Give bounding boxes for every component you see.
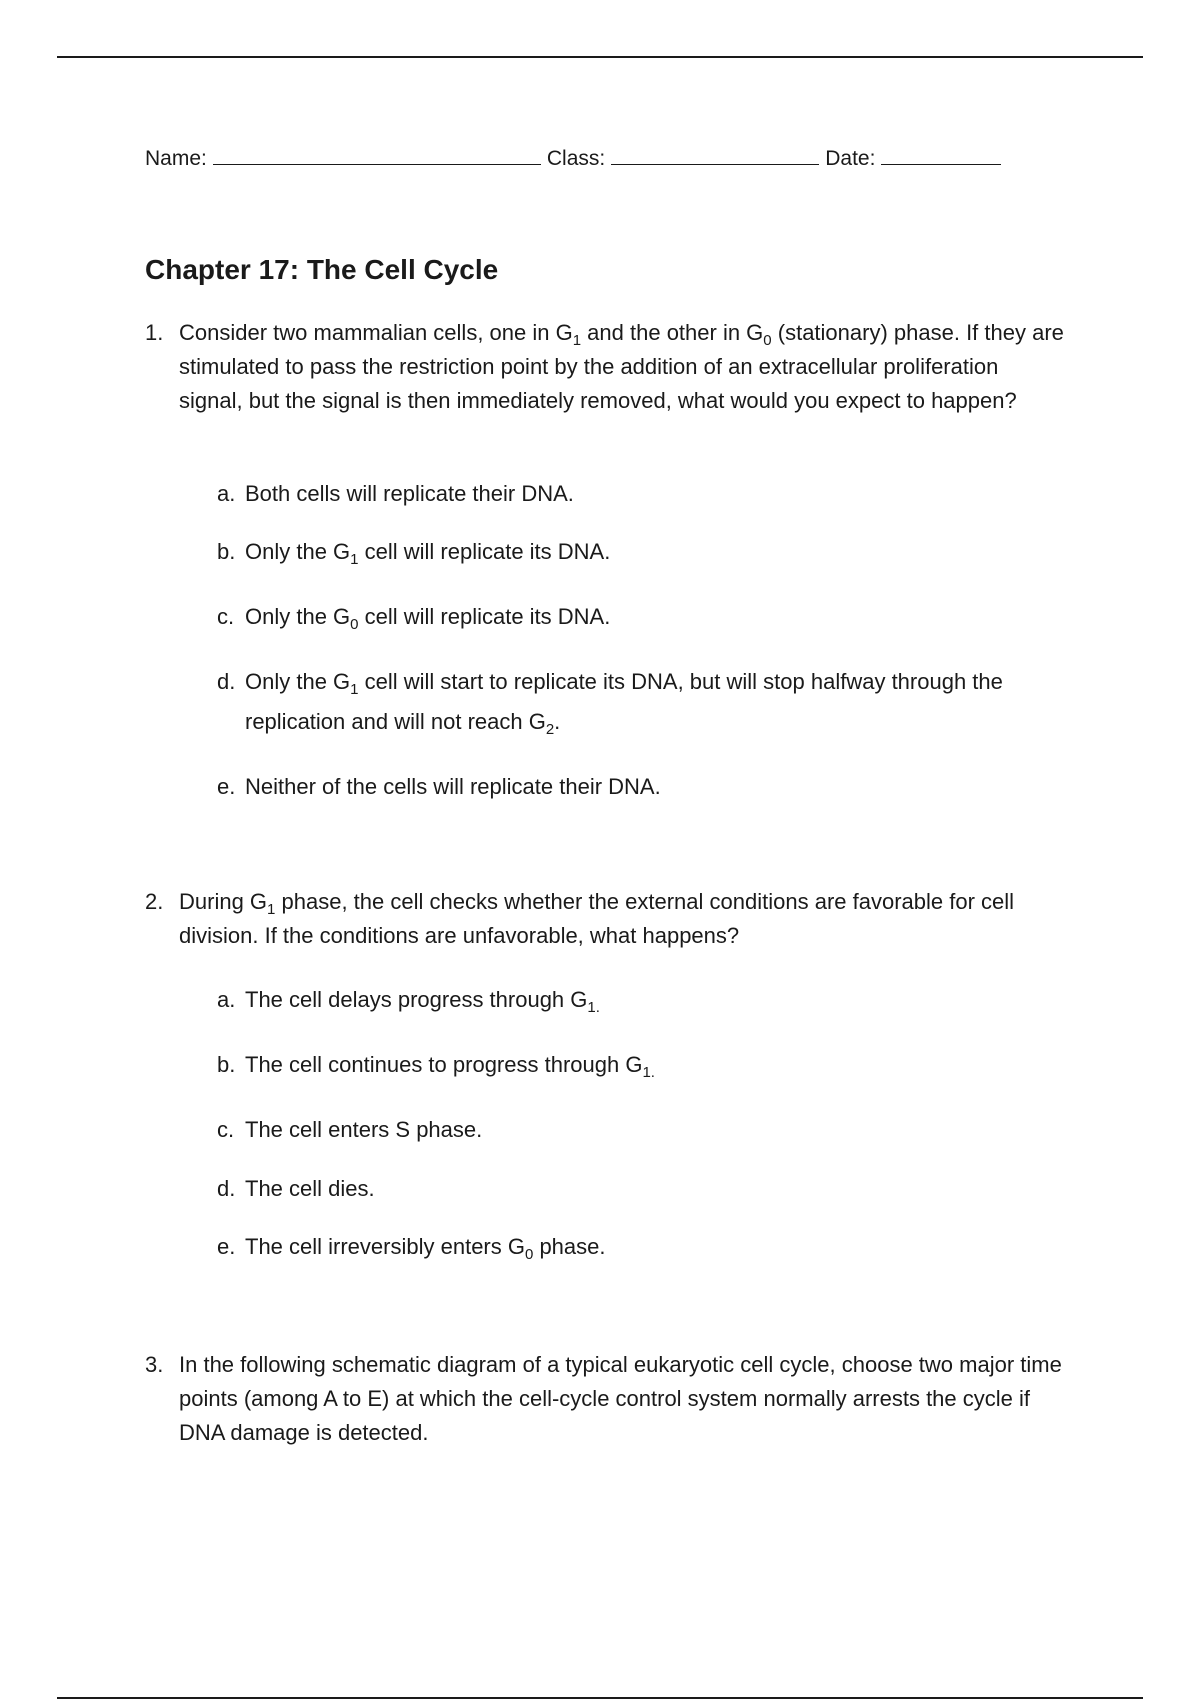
option-text: Both cells will replicate their DNA. <box>245 481 574 506</box>
option-1c[interactable] <box>217 597 1077 637</box>
option-text: Only the $G_1$ cell will start to replicate its DNA, but will stop halfway through the replication and will not reach $G_2$. <box>245 669 1003 738</box>
question-3 <box>145 1348 1065 1450</box>
bottom-rule <box>57 1697 1143 1699</box>
option-2a[interactable] <box>217 980 1077 1020</box>
top-rule <box>57 56 1143 58</box>
option-text: The cell continues to progress through $G_{1.}$ <box>245 1052 655 1081</box>
option-letter: c. <box>217 1117 235 1142</box>
option-text: The cell irreversibly enters $G_0$ phase. <box>245 1234 606 1263</box>
class-label: Class: <box>546 147 606 170</box>
question-number: 2. <box>145 889 164 914</box>
name-blank[interactable] <box>213 146 541 165</box>
option-letter: a. <box>217 481 236 506</box>
question-1 <box>145 316 1065 418</box>
date-blank[interactable] <box>881 146 1001 165</box>
question-stem: In the following schematic diagram of a typical eukaryotic cell cycle, choose two major time points (among A to E) at which the cell-cycle control system normally arrests the cycle if DNA damage is detected. <box>179 1352 1062 1445</box>
option-text: Neither of the cells will replicate their DNA. <box>245 774 661 799</box>
date-label: Date: <box>825 147 876 170</box>
option-letter: d. <box>217 1176 236 1201</box>
option-2e[interactable] <box>217 1227 1077 1267</box>
option-2b[interactable] <box>217 1045 1077 1085</box>
option-letter: e. <box>217 774 236 799</box>
option-2c[interactable] <box>217 1110 1077 1150</box>
option-letter: a. <box>217 987 236 1012</box>
option-1b[interactable] <box>217 532 1077 572</box>
option-letter: b. <box>217 539 236 564</box>
question-2 <box>145 885 1065 953</box>
option-letter: d. <box>217 669 236 694</box>
option-1e[interactable] <box>217 767 1077 807</box>
question-stem: Consider two mammalian cells, one in $G_1$ and the other in $G_0$ (stationary) phase. If they are stimulated to pass the restriction point by the addition of an extracellular proliferation signal, but the signal is then immediately removed, what would you expect to happen? <box>179 320 1064 413</box>
student-info-line <box>145 146 1007 171</box>
option-text: The cell enters S phase. <box>245 1117 483 1142</box>
question-number: 3. <box>145 1352 164 1377</box>
name-label: Name: <box>145 147 207 170</box>
option-1d[interactable] <box>217 662 1077 742</box>
option-text: The cell dies. <box>245 1176 375 1201</box>
chapter-title: Chapter 17: The Cell Cycle <box>145 254 499 285</box>
option-letter: e. <box>217 1234 236 1259</box>
question-stem: During $G_1$ phase, the cell checks whether the external conditions are favorable for cell division. If the conditions are unfavorable, what happens? <box>179 889 1015 948</box>
question-number: 1. <box>145 320 164 345</box>
option-letter: c. <box>217 604 235 629</box>
class-blank[interactable] <box>611 146 819 165</box>
option-1a[interactable] <box>217 474 1077 514</box>
option-text: Only the $G_0$ cell will replicate its DNA. <box>245 604 611 633</box>
option-2d[interactable] <box>217 1169 1077 1209</box>
option-text: Only the $G_1$ cell will replicate its DNA. <box>245 539 611 568</box>
option-text: The cell delays progress through $G_{1.}$ <box>245 987 600 1016</box>
option-letter: b. <box>217 1052 236 1077</box>
